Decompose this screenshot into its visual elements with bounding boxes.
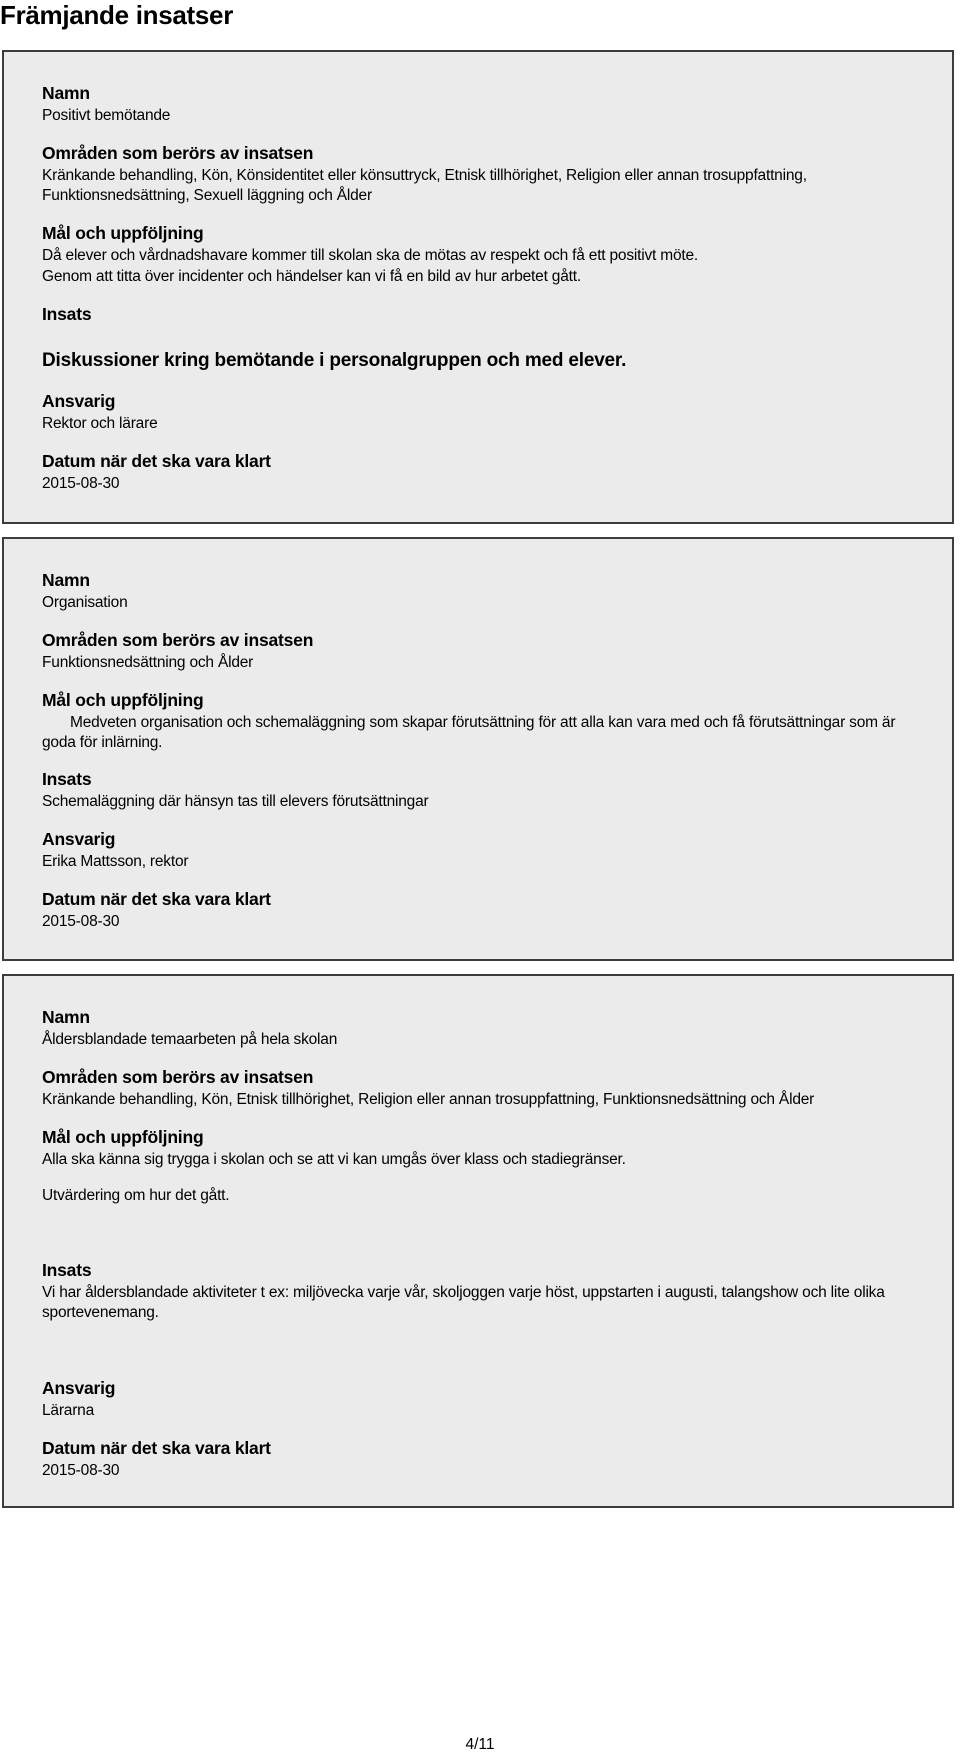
deadline-label: Datum när det ska vara klart [42, 451, 271, 471]
name-label: Namn [42, 83, 90, 103]
deadline-label: Datum när det ska vara klart [42, 889, 271, 909]
name-value: Åldersblandade temaarbeten på hela skolan [42, 1031, 338, 1048]
areas-label: Områden som berörs av insatsen [42, 630, 314, 650]
name-value: Positivt bemötande [42, 107, 171, 124]
goal-value: Medveten organisation och schemaläggning som skapar förutsättning för att alla kan vara med och få förutsättningar som är goda för inlärning. [42, 714, 896, 751]
responsible-label: Ansvarig [42, 391, 116, 411]
goal-value: Alla ska känna sig trygga i skolan och se att vi kan umgås över klass och stadiegränser. [42, 1151, 626, 1168]
areas-label: Områden som berörs av insatsen [42, 143, 314, 163]
deadline-label: Datum när det ska vara klart [42, 1438, 271, 1458]
goal-value-2: Genom att titta över incidenter och händelser kan vi få en bild av hur arbetet gått. [42, 268, 581, 285]
action-value: Diskussioner kring bemötande i personalgruppen och med elever. [42, 350, 627, 371]
page-title: Främjande insatser [0, 0, 234, 30]
responsible-label: Ansvarig [42, 1378, 116, 1398]
name-label: Namn [42, 570, 90, 590]
measure-card-3 [2, 974, 954, 1508]
action-value: Vi har åldersblandade aktiviteter t ex: miljövecka varje vår, skoljoggen varje höst, uppstarten i augusti, talangshow och lite olika sportevenemang. [42, 1284, 885, 1321]
action-value: Schemaläggning där hänsyn tas till elevers förutsättningar [42, 793, 429, 810]
responsible-value: Erika Mattsson, rektor [42, 853, 189, 870]
goal-label: Mål och uppföljning [42, 223, 204, 243]
goal-label: Mål och uppföljning [42, 690, 204, 710]
action-label: Insats [42, 769, 92, 789]
goal-label: Mål och uppföljning [42, 1127, 204, 1147]
action-label: Insats [42, 304, 92, 324]
measure-card-2 [2, 537, 954, 961]
name-value: Organisation [42, 594, 128, 611]
deadline-value: 2015-08-30 [42, 913, 120, 930]
page-number: 4/11 [465, 1736, 495, 1753]
page-footer [0, 1736, 960, 1754]
areas-value: Kränkande behandling, Kön, Etnisk tillhörighet, Religion eller annan trosuppfattning, Funktionsnedsättning och Ålder [42, 1091, 815, 1108]
areas-value: Kränkande behandling, Kön, Könsidentitet eller könsuttryck, Etnisk tillhörighet, Religion eller annan trosuppfattning, Funktionsnedsättning, Sexuell läggning och Ålder [42, 167, 807, 204]
action-label: Insats [42, 1260, 92, 1280]
goal-value-2: Utvärdering om hur det gått. [42, 1187, 230, 1204]
responsible-value: Rektor och lärare [42, 415, 158, 432]
areas-label: Områden som berörs av insatsen [42, 1067, 314, 1087]
areas-value: Funktionsnedsättning och Ålder [42, 654, 254, 671]
goal-value: Då elever och vårdnadshavare kommer till skolan ska de mötas av respekt och få ett positivt möte. [42, 247, 699, 264]
responsible-label: Ansvarig [42, 829, 116, 849]
responsible-value: Lärarna [42, 1402, 95, 1419]
deadline-value: 2015-08-30 [42, 475, 120, 492]
name-label: Namn [42, 1007, 90, 1027]
deadline-value: 2015-08-30 [42, 1462, 120, 1479]
measure-card-1 [2, 50, 954, 524]
